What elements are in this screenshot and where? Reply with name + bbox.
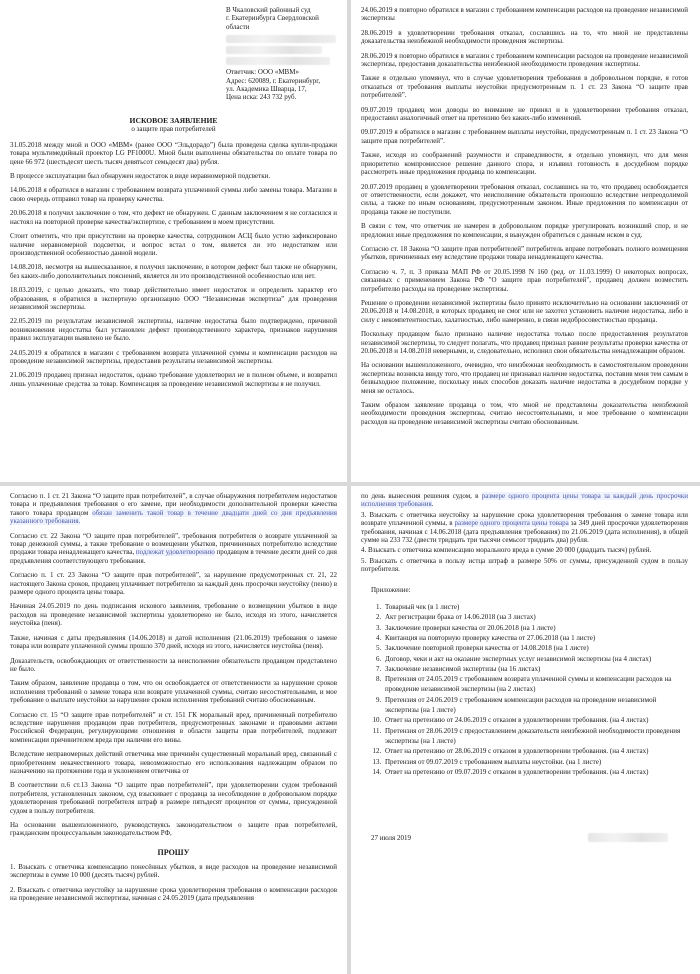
paragraph: Также, исходя из соображений разумности и справедливости, я отдельно упомянул, что для меня приоритетно компромиссное решение данного спора, и изъявил готовность в досудебном порядке рассмотреть иные предложения продавца по компенсации. xyxy=(361,151,688,177)
document-page-3 xyxy=(0,486,347,974)
paragraph: 22.05.2019 по результатам независимой экспертизы, наличие недостатка было подтверждено, причиной возникновения недостатка был установлен дефект производственного характера, признаков нарушения правил эксплуатации выявлено не было. xyxy=(10,317,337,343)
request-heading: ПРОШУ xyxy=(157,847,190,857)
list-item: 11. Претензия от 28.06.2019 с предоставлением доказательств неизбежной необходимости проведения экспертизы (на 1 листе) xyxy=(383,726,688,747)
paragraph: 21.06.2019 продавец признал недостаток, однако требование удовлетворил не в полном объеме, и возвратил лишь уплаченные средства за товар. Компенсация за проведение независимой экспертизы я не получил. xyxy=(10,371,337,388)
paragraph: 20.07.2019 продавец в удовлетворении требования отказал, сославшись на то, что продавец освобождается от ответственности, если докажет, что неисполнение обязательств произошло вследствие непреодолимой силы, а также по иным основаниям, предусмотренным законом. Иные предложения по компенсации от продавца также не поступили. xyxy=(361,182,688,216)
paragraph: На основании вышеизложенного, очевидно, что неизбежная необходимость в самостоятельном проведении экспертизы возникла ввиду того, что продавец не признавал наличие недостатка, поставив меня тем самым в безвыходное положение, поскольку иных способов доказать наличие недостатка в досудебном порядке у меня не осталось. xyxy=(361,361,688,395)
defendant-line: ул. Академика Шварца, 17, xyxy=(226,85,307,94)
request-item: 2. Взыскать с ответчика неустойку за нарушение срока удовлетворения требования о компенсации расходов на проведение независимой экспертизы, начиная с 24.05.2019 (дата предъявления xyxy=(10,885,337,903)
paragraph: Таким образом заявление продавца о том, что мной не представлены доказательства неизбежной необходимости проведения экспертизы, считаю несостоятельными, и мое требование о компенсации расходов на проведение независимой экспертизы считаю обоснованным. xyxy=(361,401,688,426)
paragraph: 24.05.2019 я обратился в магазин с требованием возврата уплаченной суммы и компенсации расходов на проведение независимой экспертизы, предоставив результаты независимой экспертизы. xyxy=(10,348,337,365)
text-run: 3. Взыскать с ответчика неустойку за нарушение срока удовлетворения требования о замене товара или возврате уплаченной суммы, в xyxy=(361,510,688,528)
attachments-list xyxy=(383,602,688,777)
redacted-signature xyxy=(588,833,668,842)
paragraph: 09.07.2019 я обратился в магазин с требованием выплаты неустойки, предусмотренным п. 1 ст. 23 Закона “О защите прав потребителей”. xyxy=(361,128,688,145)
request-item-continued xyxy=(361,492,688,509)
list-item: 12. Ответ на претензию от 28.06.2019 с отказом в удовлетворении требования. (на 4 листах) xyxy=(383,746,688,756)
document-date: 27 июля 2019 xyxy=(371,833,412,842)
highlighted-text: размере одного процента цены товара xyxy=(454,519,569,528)
list-item: 8. Претензия от 24.05.2019 с требованием возврата уплаченной суммы и компенсации расходов на проведение независимой экспертизы (на 2 листах) xyxy=(383,674,688,695)
paragraph: Доказательств, освобождающих от ответственности за неисполнение обязательств продавцом представлено не было. xyxy=(10,656,337,673)
paragraph: 28.06.2019 в удовлетворении требования отказал, сославшись на то, что мной не представлены доказательства неизбежной необходимости проведения экспертизы. xyxy=(361,28,688,46)
text-run: продавцом в течение десяти дней со дня предъявления соответствующего требования. xyxy=(10,548,338,565)
paragraph: 31.05.2018 между мной и ООО «МВМ» (ранее ООО “Эльдорадо”) была проведена сделка купли-продажи товара мультимедийный проектор LG PF1000U. Мной были выполнены обязательства по оплате товара по цене 66 972 (шестьдесят шесть тысяч девятьсот семьдесят два) рубля. xyxy=(10,140,337,166)
paragraph: На основании вышеизложенного, руководствуясь законодательством о защите прав потребителей, гражданским процессуальным законодательством РФ, xyxy=(10,821,337,838)
highlighted-text: подлежат удовлетворению xyxy=(135,548,215,557)
paragraph: В связи с тем, что ответчик не намерен в добровольном порядке урегулировать возникший спор, и не предложил иные предложения по компенсации, я вынужден обратиться с данным иском в суд. xyxy=(361,222,688,239)
claim-price: Цена иска: 243 732 руб. xyxy=(226,93,297,102)
redacted-plaintiff-block xyxy=(226,35,337,65)
attachments-title: Приложение: xyxy=(371,585,411,594)
list-item: 3. Заключение проверки качества от 20.06.2018 (на 1 листе) xyxy=(383,623,688,633)
paragraph: В соответствии п.6 ст.13 Закона “О защите прав потребителей”, при удовлетворении судом требований потребителя, установленных законом, суд взыскивает с продавца за несоблюдение в добровольном порядке удовлетворения требований потребителя штраф в размере пятьдесят процентов от суммы, присужденной судом в пользу потребителя. xyxy=(10,781,337,815)
paragraph: Стоит отметить, что при присутствии на проверке качества, сотрудником АСЦ было устно зафиксировано наличие неравномерной подсветки, и вопрос встал о том, является ли это недостатком или производственной особенностью данной модели. xyxy=(10,232,337,257)
request-item: 5. Взыскать с ответчика в пользу истца штраф в размере 50% от суммы, присужденной судом в пользу потребителя. xyxy=(361,556,688,574)
paragraph: 09.07.2019 продавец мои доводы во внимание не принял и в удовлетворении требования отказал, предоставил аналогичный ответ на претензию без каких-либо изменений. xyxy=(361,105,688,123)
paragraph: Также, начиная с даты предъявления (14.06.2018) и датой исполнения (21.06.2019) требования о замене товара или возврате уплаченной суммы прошло 370 дней, исходя из этого, начисляется неустойка (пеня). xyxy=(10,633,337,651)
list-item: 13. Претензия от 09.07.2019 с требованием выплаты неустойки. (на 1 листе) xyxy=(383,757,688,767)
text-run: . xyxy=(431,500,434,509)
paragraph: Согласно п. 1 ст. 23 Закона “О защите прав потребителей”, за нарушение предусмотренных ст. 21, 22 настоящего Закона сроков, продавец уплачивает потребителю за каждый день просрочки неустойку (пеню) в размере одного процента цены товара. xyxy=(10,571,337,597)
document-page-2 xyxy=(351,0,700,482)
document-title: ИСКОВОЕ ЗАЯВЛЕНИЕ xyxy=(129,115,218,125)
paragraph: В процессе эксплуатации был обнаружен недостаток в виде неравномерной подсветки. xyxy=(10,172,271,181)
paragraph: Таким образом, заявление продавца о том, что он освобождается от ответственности за нарушение сроков исполнения требований о замене товара или возврате уплаченной суммы, считаю несостоятельными, и мое требование о выплате неустойки за нарушение сроков исполнения требований считаю обоснованным. xyxy=(10,679,337,705)
defendant-line: Ответчик: ООО «МВМ» xyxy=(226,68,299,77)
paragraph: Начиная 24.05.2019 по день подписания искового заявления, требование о возмещении убытков в виде расходов на проведение независимой экспертизы удовлетворено не было, исходя из этого, начисляется неустойка (пеня). xyxy=(10,602,337,628)
document-subtitle: о защите прав потребителей xyxy=(131,124,216,133)
text-run: за 349 дней просрочки удовлетворения требования, начиная с 14.06.2018 (дата предъявления требования) по 21.06.2019 (дата исполнения), в общей сумме на 233 732 (двести тридцать три тысячи семьсот тридцать два) рубля. xyxy=(361,519,688,545)
list-item: 4. Квитанция на повторную проверку качества от 27.06.2018 (на 1 листе) xyxy=(383,633,688,643)
paragraph: Поскольку продавцом было признано наличие недостатка только после предоставления результатов независимой экспертизы, то следует полагать, что продавец признал ранние результаты проверки качества от 20.06.2018 и 14.08.2018 неверными, и, следовательно, исполнил свои обязательства ненадлежащим образом. xyxy=(361,330,688,355)
defendant-line: Адрес: 620089, г. Екатеринбург, xyxy=(226,76,321,85)
paragraph: Согласно ст. 18 Закона “О защите прав потребителей” потребитель вправе потребовать полного возмещения убытков, причиненных ему вследствие продажи товара ненадлежащего качества. xyxy=(361,244,688,262)
court-line: г. Екатеринбурга Свердловской xyxy=(226,14,319,23)
list-item: 2. Акт регистрации брака от 14.06.2018 (на 3 листах) xyxy=(383,612,688,622)
request-item xyxy=(361,511,688,545)
request-item: 4. Взыскать с ответчика компенсацию морального вреда в сумме 20 000 (двадцать тысяч) рублей. xyxy=(361,546,652,555)
list-item: 5. Заключение повторной проверки качества от 14.08.2018 (на 1 листе) xyxy=(383,643,688,653)
paragraph xyxy=(10,492,337,526)
paragraph xyxy=(10,532,337,566)
paragraph: 18.03.2019, с целью доказать, что товар действительно имеет недостаток и определить характер его образования, я обратился в экспертную организацию ООО “Независимая экспертиза” для проведения независимой экспертизы. xyxy=(10,286,337,311)
list-item: 10. Ответ на претензию от 24.06.2019 с отказом в удовлетворении требования. (на 4 листах) xyxy=(383,715,688,725)
paragraph: Вследствие неправомерных действий ответчика мне причинён существенный моральный вред, связанный с приобретением некачественного товара, невозможностью его использования надлежащим образом по назначению на протяжении года и уклонением ответчика от xyxy=(10,750,337,775)
highlighted-text: обязан заменить такой товар в течение двадцати дней со дня предъявления указанного требования. xyxy=(10,508,337,526)
list-item: 14. Ответ на претензию от 09.07.2019 с отказом в удовлетворении требования. (на 4 листах) xyxy=(383,767,688,777)
paragraph: Также я отдельно упомянул, что в случае удовлетворения требования в добровольном порядке, я готов отказаться от требования выплаты неустойки предусмотренным п. 1 ст. 23 Закона “О защите прав потребителей”. xyxy=(361,74,688,100)
court-address-block xyxy=(226,6,337,102)
list-item: 9. Претензия от 24.06.2019 с требованием компенсации расходов на проведение независимой экспертизы (на 1 листе) xyxy=(383,695,688,716)
text-run: по день вынесения решения судом, в xyxy=(361,492,482,500)
court-line: области xyxy=(226,22,250,31)
highlighted-text: размере одного процента цены товара за каждый день просрочки исполнения требования xyxy=(361,492,688,509)
signature-row xyxy=(371,833,688,842)
paragraph: 28.06.2019 я повторно обратился в магазин с требованием компенсации расходов на проведение независимой экспертизы, предоставив доказательства неизбежной необходимости проведения экспертизы. xyxy=(361,51,688,69)
paragraph: 14.06.2018 я обратился в магазин с требованием возврата уплаченной суммы либо замены товара. Магазин в свою очередь отправил товар на проверку качества. xyxy=(10,186,337,203)
paragraph: Согласно ст. 15 “О защите прав потребителей” и ст. 151 ГК моральный вред, причиненный потребителю вследствие нарушения продавцом прав потребителя, предусмотренных законами и правовыми актами Российской Федерации, регулирующими отношения в области защиты прав потребителей, подлежит компенсации причинителем вреда при наличии его вины. xyxy=(10,710,337,744)
paragraph: Согласно ч. 7, п. 3 приказа МАП РФ от 20.05.1998 N 160 (ред. от 11.03.1999) О некоторых вопросах, связанных с применением Закона РФ "О защите прав потребителей", продавец должен возместить потребителю расходы на проведение экспертизы. xyxy=(361,267,688,293)
paragraph: 14.08.2018, несмотря на вышесказанное, я получил заключение, в котором дефект был также не обнаружен, без каких-либо дополнительных пояснений, является ли это производственной особенностью или нет. xyxy=(10,263,337,280)
list-item: 7. Заключение независимой экспертизы (на 16 листах) xyxy=(383,664,688,674)
document-page-4 xyxy=(351,486,700,974)
document-page-1 xyxy=(0,0,347,482)
paragraph: Решение о проведении независимой экспертизы было принято исключительно на основании заключений от 20.06.2018 и 14.08.2018, в которых продавец не смог или не захотел установить наличие недостатка, либо в силу с некомпетентностью, халатностью, либо намеренно, в связи недобросовестностью продавца. xyxy=(361,298,688,324)
paragraph: 20.06.2018 я получил заключение о том, что дефект не обнаружен. С данным заключением я не согласился и настоял на повторной проверке качества/экспертизе, с требованием в моем присутствии. xyxy=(10,209,337,226)
request-item: 1. Взыскать с ответчика компенсацию понесённых убытков, в виде расходов на проведение независимой экспертизы в сумме 10 000 (десять тысяч) рублей. xyxy=(10,862,337,880)
list-item: 1. Товарный чек (в 1 листе) xyxy=(383,602,688,612)
text-run: Согласно ст. 22 Закона “О защите прав потребителей”, требования потребителя о возврате уплаченной за товар денежной суммы, а также требование о возмещении убытков, причиненных потребителю вследствие продажи товара ненадлежащего качества, xyxy=(10,531,337,557)
list-item: 6. Договор, чеки и акт на оказание экспертных услуг независимой экспертизы (на 4 листах) xyxy=(383,654,688,664)
court-line: В Чкаловский районный суд xyxy=(226,6,311,14)
paragraph: 24.06.2019 я повторно обратился в магазин с требованием компенсации расходов на проведение независимой экспертизы xyxy=(361,6,688,23)
text-run: Согласно п. 1 ст. 21 Закона “О защите прав потребителей”, в случае обнаружения потребителем недостатков товара и предъявления требования о его замене, при необходимости дополнительной проверки качества такого товара продавцом xyxy=(10,492,337,517)
